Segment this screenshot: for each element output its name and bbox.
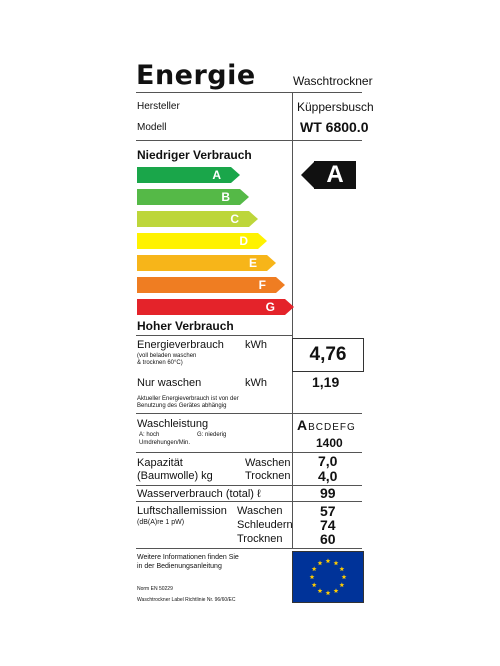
capacity-wash-value: 7,0 bbox=[318, 453, 338, 469]
wash-performance-label: Waschleistung bbox=[137, 418, 209, 430]
energy-label: Energieverbrauch bbox=[137, 339, 224, 351]
class-letter-g: G bbox=[265, 300, 275, 314]
divider bbox=[136, 548, 362, 549]
noise-spin-label: Schleudern bbox=[237, 519, 293, 531]
manufacturer-label: Hersteller bbox=[137, 101, 180, 112]
class-letter-b: B bbox=[221, 190, 230, 204]
capacity-dry-label: Trocknen bbox=[245, 470, 291, 482]
rating-indicator bbox=[314, 161, 356, 189]
norm-text: Norm EN 50229 bbox=[137, 586, 173, 592]
wash-only-note bbox=[137, 396, 239, 410]
capacity-sublabel: (Baumwolle) kg bbox=[137, 470, 213, 482]
energy-note bbox=[137, 353, 196, 367]
wash-performance-rating: A bbox=[297, 417, 309, 433]
info-note bbox=[137, 553, 239, 571]
bar-arrow bbox=[276, 277, 285, 293]
noise-dry-label: Trocknen bbox=[237, 533, 283, 545]
wash-only-value: 1,19 bbox=[312, 374, 340, 390]
wash-only-note-line: Aktueller Energieverbrauch ist von der bbox=[137, 396, 239, 402]
wash-performance-scale bbox=[297, 417, 356, 433]
noise-spin-value: 74 bbox=[320, 517, 336, 533]
scale-top-label: Niedriger Verbrauch bbox=[137, 148, 252, 162]
bar-arrow bbox=[267, 255, 276, 271]
vertical-divider bbox=[292, 92, 293, 548]
wash-performance-legend-a: A: hoch bbox=[139, 432, 160, 438]
eu-flag bbox=[292, 551, 364, 603]
energy-value-box bbox=[292, 338, 364, 372]
water-value: 99 bbox=[320, 485, 336, 501]
manufacturer-value: Küppersbusch bbox=[297, 100, 374, 114]
capacity-dry-value: 4,0 bbox=[318, 468, 338, 484]
bar-arrow bbox=[240, 189, 249, 205]
class-letter-f: F bbox=[258, 278, 266, 292]
scale-bottom-label: Hoher Verbrauch bbox=[137, 319, 234, 333]
wash-only-label: Nur waschen bbox=[137, 377, 202, 389]
bar-arrow bbox=[285, 299, 294, 315]
rating-letter: A bbox=[314, 161, 356, 189]
divider bbox=[136, 335, 292, 336]
water-label: Wasserverbrauch (total) ℓ bbox=[137, 488, 261, 500]
class-bar-g bbox=[137, 299, 285, 315]
appliance-type: Waschtrockner bbox=[293, 74, 373, 88]
noise-unit: (dB(A)re 1 pW) bbox=[137, 519, 185, 526]
wash-only-note-line: Benutzung des Gerätes abhängig bbox=[137, 403, 227, 409]
noise-dry-value: 60 bbox=[320, 531, 336, 547]
wash-performance-legend-g: G: niederig bbox=[197, 432, 227, 438]
divider bbox=[136, 140, 362, 141]
wash-performance-other-classes: BCDEFG bbox=[308, 422, 356, 433]
class-bar-c bbox=[137, 211, 249, 227]
class-bar-a bbox=[137, 167, 231, 183]
noise-wash-label: Waschen bbox=[237, 505, 283, 517]
class-bar-d bbox=[137, 233, 258, 249]
energy-note-line: & trocknen 60°C) bbox=[137, 360, 183, 366]
wash-only-unit: kWh bbox=[245, 377, 267, 389]
class-letter-e: E bbox=[248, 256, 257, 270]
divider bbox=[136, 413, 362, 414]
info-note-line: Weitere Informationen finden Sie bbox=[137, 554, 239, 561]
model-label: Modell bbox=[137, 122, 167, 133]
label-title: Energie bbox=[136, 60, 256, 91]
spin-speed-label: Umdrehungen/Min. bbox=[139, 440, 191, 446]
noise-label: Luftschallemission bbox=[137, 505, 227, 517]
energy-note-line: (voll beladen waschen bbox=[137, 353, 197, 359]
class-letter-d: D bbox=[239, 234, 248, 248]
divider bbox=[136, 92, 362, 93]
class-letter-c: C bbox=[230, 212, 239, 226]
divider bbox=[136, 501, 362, 502]
class-bar-f bbox=[137, 277, 276, 293]
capacity-label: Kapazität bbox=[137, 457, 183, 469]
rating-arrow bbox=[301, 161, 315, 189]
energy-value: 4,76 bbox=[309, 344, 347, 365]
bar-arrow bbox=[258, 233, 267, 249]
class-letter-a: A bbox=[212, 168, 221, 182]
model-value: WT 6800.0 bbox=[300, 119, 369, 135]
capacity-wash-label: Waschen bbox=[245, 457, 291, 469]
class-bar-e bbox=[137, 255, 267, 271]
bar-arrow bbox=[249, 211, 258, 227]
eu-flag-icon bbox=[293, 552, 363, 602]
directive-text: Waschtrockner Label Richtlinie Nr. 96/60/EC bbox=[137, 597, 236, 603]
spin-speed-value: 1400 bbox=[316, 436, 343, 450]
bar-arrow bbox=[231, 167, 240, 183]
noise-wash-value: 57 bbox=[320, 503, 336, 519]
info-note-line: in der Bedienungsanleitung bbox=[137, 563, 222, 570]
class-bar-b bbox=[137, 189, 240, 205]
energy-unit: kWh bbox=[245, 339, 267, 351]
